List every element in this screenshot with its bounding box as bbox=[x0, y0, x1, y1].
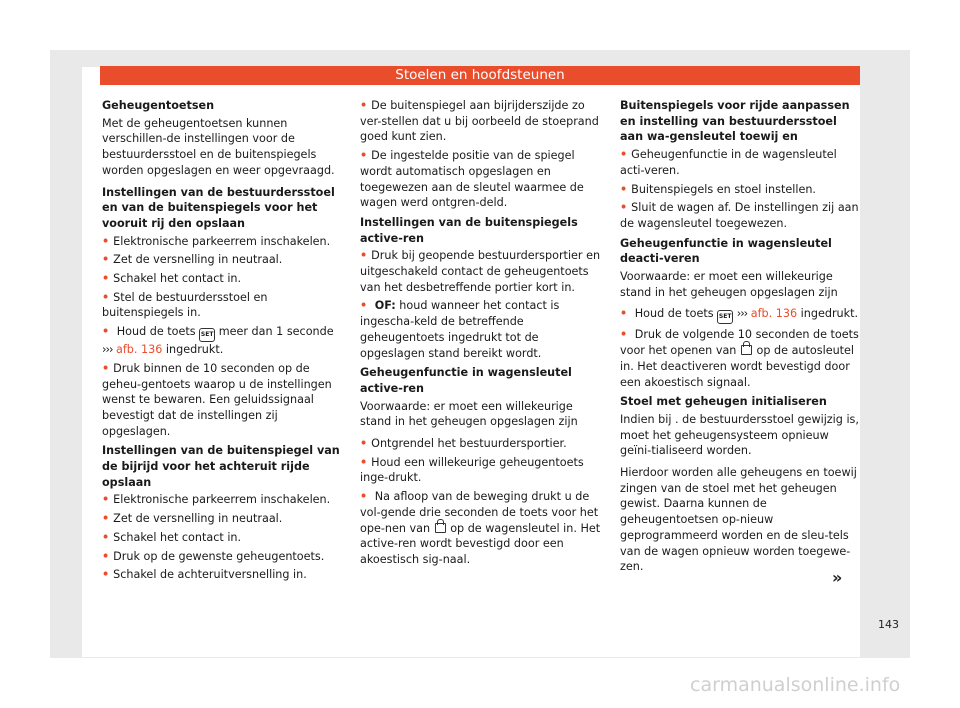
list-item bbox=[360, 489, 602, 568]
text: ingedrukt. bbox=[800, 307, 859, 321]
paragraph: Indien bij . de bestuurdersstoel gewijzig is, moet het geheugensysteem opnieuw geïni-tialiseerd worden. bbox=[620, 412, 859, 458]
list-item: • De buitenspiegel aan bijrijderszijde zo ver-stellen dat u bij oorbeeld de stoeprand goed kunt zien. bbox=[360, 98, 602, 145]
list-item bbox=[102, 324, 344, 358]
list-item: • Houd een willekeurige geheugentoets inge-drukt. bbox=[360, 455, 602, 486]
heading-geheugentoetsen: Geheugentoetsen bbox=[102, 99, 215, 112]
heading-stoel-initialiseren: Stoel met geheugen initialiseren bbox=[620, 395, 827, 409]
page-number: 143 bbox=[878, 618, 899, 631]
heading-geheugenfunctie-deactiveren: Geheugenfunctie in wagensleutel deacti-veren bbox=[620, 236, 832, 266]
text: Houd de toets bbox=[634, 307, 714, 321]
text: op de autosleutel in. Het deactiveren wordt bevestigd door een akoestisch signaal. bbox=[620, 344, 855, 389]
heading-vooruit-opslaan: Instellingen van de bestuurdersstoel en van de buitenspiegels voor het vooruit rij den opslaan bbox=[102, 185, 335, 230]
paragraph: Voorwaarde: er moet een willekeurige stand in het geheugen opgeslagen zijn bbox=[360, 399, 578, 429]
set-key-icon: SET bbox=[199, 328, 215, 342]
text: Druk de volgende 10 seconden de toets voor het openen van bbox=[620, 328, 859, 358]
list-item: • Buitenspiegels en stoel instellen. bbox=[620, 182, 862, 198]
unlock-icon bbox=[741, 345, 752, 355]
list-item: • Zet de versnelling in neutraal. bbox=[102, 511, 344, 527]
text: ingedrukt. bbox=[165, 343, 224, 357]
list-item: • Druk bij geopende bestuurdersportier en uitgeschakeld contact de geheugentoets van het desbetreffende portier kort in. bbox=[360, 248, 602, 295]
list-item: • Sluit de wagen af. De instellingen zij aan de wagensleutel toegewezen. bbox=[620, 200, 862, 231]
reference-arrows-icon: ››› bbox=[102, 343, 113, 357]
heading-geheugenfunctie-activeren: Geheugenfunctie in wagensleutel active-ren bbox=[360, 366, 572, 395]
list-item: • Schakel het contact in. bbox=[102, 530, 344, 546]
list-item: • Zet de versnelling in neutraal. bbox=[102, 252, 344, 268]
list-item: • Druk op de gewenste geheugentoets. bbox=[102, 549, 344, 565]
reference-arrows-icon: ››› bbox=[736, 307, 748, 321]
unlock-icon bbox=[435, 523, 446, 533]
list-item: • Stel de bestuurdersstoel en buitenspiegels in. bbox=[102, 290, 344, 321]
column-2 bbox=[360, 98, 602, 571]
heading-spiegels-toewijzen: Buitenspiegels voor rijde aanpassen en instelling van bestuurdersstoel aan wa-gensleutel toewij en bbox=[620, 99, 850, 144]
figure-reference-link[interactable]: afb. 136 bbox=[750, 307, 798, 321]
text: Houd de toets bbox=[116, 325, 196, 339]
list-item: • Geheugenfunctie in de wagensleutel acti-veren. bbox=[620, 147, 862, 178]
list-item: • Schakel de achteruitversnelling in. bbox=[102, 567, 344, 583]
watermark: carmanualsonline.info bbox=[690, 674, 901, 696]
list-item: • Druk binnen de 10 seconden op de geheu-gentoets waarop u de instellingen wenst te bewaren. Een geluidssignaal bevestigt dat de instellingen zij opgeslagen. bbox=[102, 361, 344, 440]
text: op de wagensleutel in. Het active-ren wordt bevestigd door een akoestisch sig-naal. bbox=[360, 521, 601, 566]
list-item bbox=[620, 327, 862, 390]
text: Na afloop van de beweging drukt u de vol-gende drie seconden de toets voor het ope-nen van bbox=[360, 490, 599, 535]
or-label: OF: bbox=[374, 299, 396, 313]
text: meer dan 1 seconde bbox=[218, 325, 334, 339]
column-3 bbox=[620, 98, 862, 581]
list-item: • Schakel het contact in. bbox=[102, 271, 344, 287]
paragraph: Voorwaarde: er moet een willekeurige stand in het geheugen opgeslagen zijn bbox=[620, 270, 838, 299]
list-item bbox=[360, 298, 602, 361]
list-item bbox=[620, 306, 862, 324]
section-header: Stoelen en hoofdsteunen bbox=[100, 66, 860, 85]
list-item: • Elektronische parkeerrem inschakelen. bbox=[102, 234, 344, 250]
heading-buitenspiegels-activeren: Instellingen van de buitenspiegels active-ren bbox=[360, 215, 578, 245]
list-item: • De ingestelde positie van de spiegel wordt automatisch opgeslagen en toegewezen aan de sleutel waarmee de wagen werd ontgren-deld. bbox=[360, 148, 602, 211]
column-1 bbox=[102, 98, 344, 586]
figure-reference-link[interactable]: afb. 136 bbox=[115, 343, 163, 357]
text: houd wanneer het contact is ingescha-keld de betreffende geheugentoets ingedrukt tot de opgeslagen stand bereikt wordt. bbox=[360, 299, 560, 360]
continue-arrow-icon: » bbox=[832, 568, 843, 587]
paragraph: Met de geheugentoetsen kunnen verschillen-de instellingen voor de bestuurdersstoel en de buitenspiegels worden opgeslagen en weer opgevraagd. bbox=[102, 116, 335, 177]
set-key-icon: SET bbox=[717, 310, 733, 324]
paragraph: Hierdoor worden alle geheugens en toewij zingen van de stoel met het geheugen gewist. Daarna kunnen de geheugentoetsen op-nieuw geprogrammeerd worden en de sleu-tels van de wagen opnieuw worden toegewe-zen. bbox=[620, 466, 857, 574]
list-item: • Elektronische parkeerrem inschakelen. bbox=[102, 492, 344, 508]
heading-achteruit-opslaan: Instellingen van de buitenspiegel van de bijrijd voor het achteruit rijde opslaan bbox=[102, 444, 340, 489]
list-item: • Ontgrendel het bestuurdersportier. bbox=[360, 436, 602, 452]
